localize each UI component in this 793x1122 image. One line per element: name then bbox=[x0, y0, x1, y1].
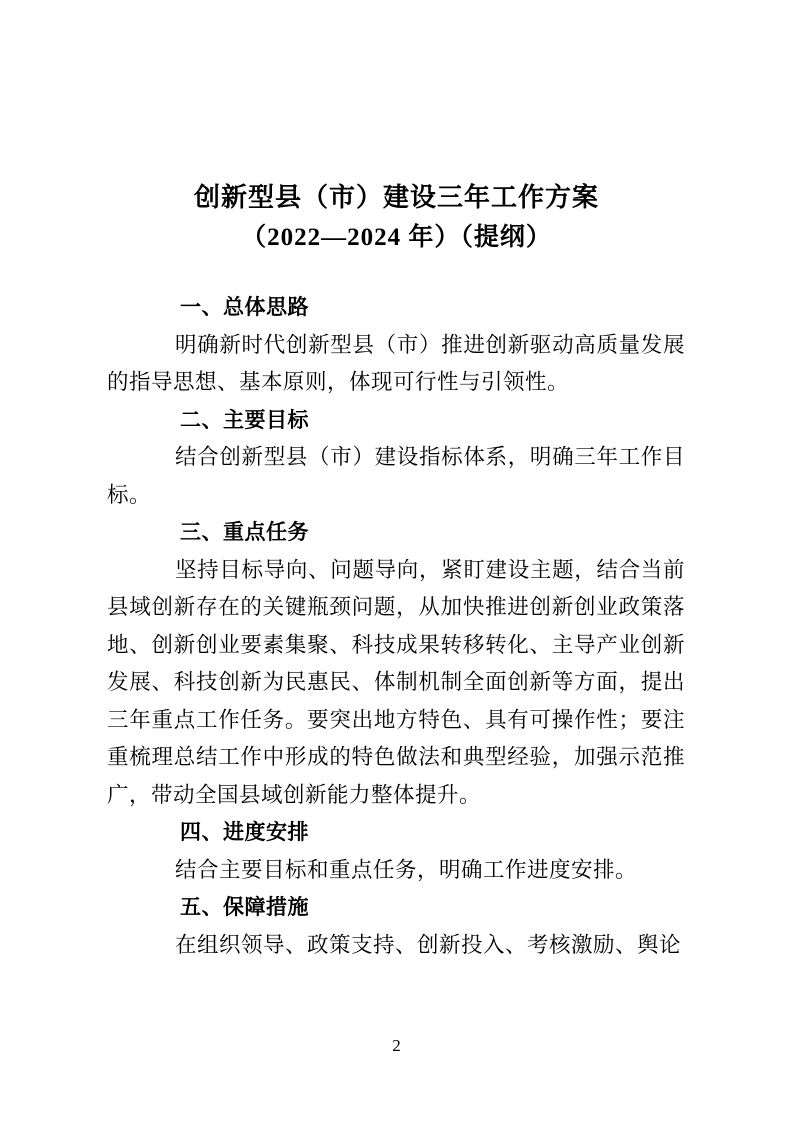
document-title bbox=[0, 178, 793, 258]
section-heading-4: 四、进度安排 bbox=[180, 821, 309, 844]
section-heading-2: 二、主要目标 bbox=[180, 408, 309, 432]
section-paragraph-4: 结合主要目标和重点任务，明确工作进度安排。 bbox=[175, 857, 638, 882]
section-paragraph-2: 结合创新型县（市）建设指标体系，明确三年工作目标。 bbox=[107, 445, 685, 507]
section-paragraph-3: 坚持目标导向、问题导向，紧盯建设主题，结合当前县域创新存在的关键瓶颈问题，从加快推进创新创业政策落地、创新创业要素集聚、科技成果转移转化、主导产业创新发展、科技创新为民惠民、体制机制全面创新等方面，提出三年重点工作任务。要突出地方特色、具有可操作性；要注重梳理总结工作中形成的特色做法和典型经验，加强示范推广，带动全国县域创新能力整体提升。 bbox=[107, 557, 685, 807]
page-number: 2 bbox=[392, 1036, 401, 1055]
section-heading-3: 三、重点任务 bbox=[180, 521, 309, 544]
document-title-line-2: （2022—2024 年）（提纲） bbox=[241, 224, 552, 251]
section-heading-5: 五、保障措施 bbox=[180, 896, 309, 919]
section-heading-1: 一、总体思路 bbox=[180, 296, 309, 319]
section-paragraph-5: 在组织领导、政策支持、创新投入、考核激励、舆论 bbox=[175, 932, 682, 957]
section-paragraph-1: 明确新时代创新型县（市）推进创新驱动高质量发展的指导思想、基本原则，体现可行性与引领性。 bbox=[107, 332, 685, 394]
document-title-line-1: 创新型县（市）建设三年工作方案 bbox=[193, 183, 599, 212]
document-body bbox=[107, 289, 685, 964]
